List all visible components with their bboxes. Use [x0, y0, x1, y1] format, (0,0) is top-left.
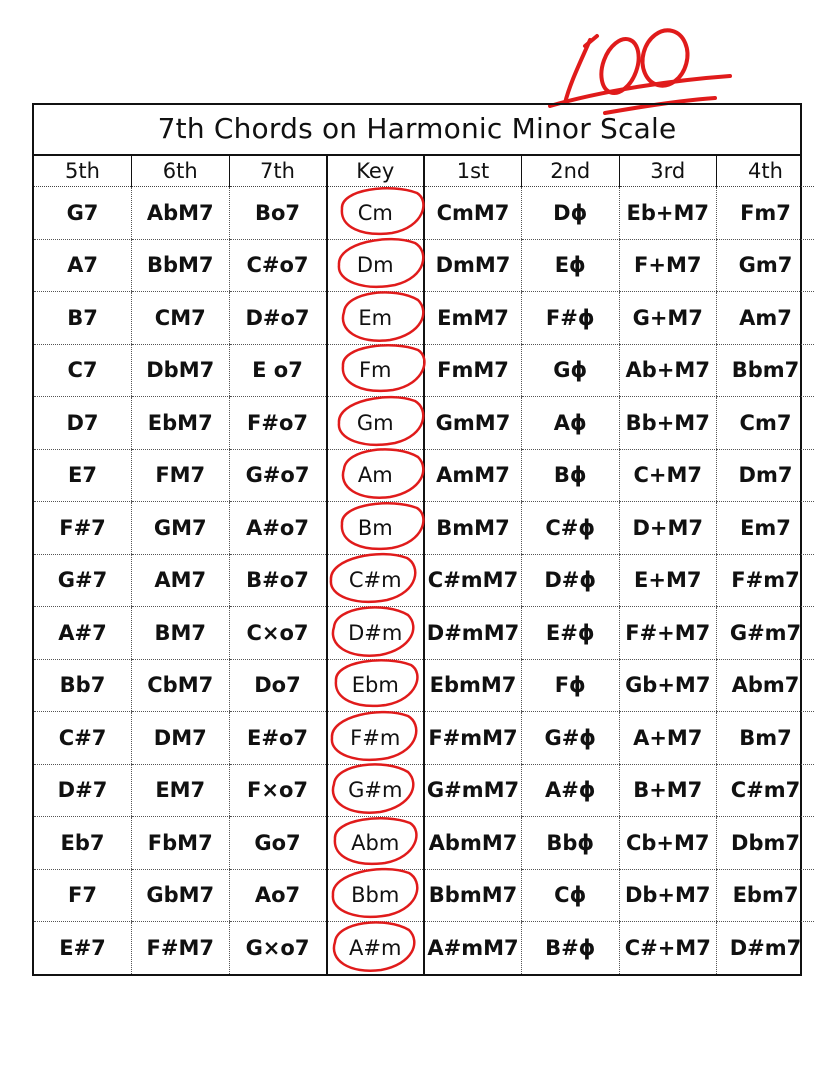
- key-cell: [327, 922, 425, 974]
- chord-table: [34, 156, 814, 974]
- circled-key: [349, 568, 402, 592]
- chord-cell-4th: G#m7: [717, 607, 815, 660]
- chord-cell-6th: CbM7: [132, 659, 230, 712]
- circled-key: [352, 673, 399, 697]
- key-cell: [327, 344, 425, 397]
- chord-cell-5th: E#7: [59, 935, 106, 960]
- chord-cell-2nd: B#ϕ: [522, 922, 620, 974]
- chord-cell-7th: G#o7: [229, 449, 327, 502]
- key-label: Ebm: [351, 673, 399, 698]
- key-cell: [327, 659, 425, 712]
- chord-cell-1st: AmM7: [424, 449, 522, 502]
- key-cell: [327, 869, 425, 922]
- chord-cell-7th: D#o7: [229, 292, 327, 345]
- chord-cell-3rd: Ab+M7: [619, 344, 717, 397]
- chord-cell-2nd: Gϕ: [522, 344, 620, 397]
- chord-cell-3rd: F#+M7: [619, 607, 717, 660]
- key-label: Cm: [357, 200, 393, 225]
- chord-cell-6th: EbM7: [132, 397, 230, 450]
- key-cell: [327, 449, 425, 502]
- chord-cell-5th: C#7: [34, 712, 132, 765]
- chord-cell-5th: F#7: [34, 502, 132, 555]
- table-row: [34, 187, 814, 240]
- circled-key: [358, 516, 393, 540]
- chord-cell-1st: BbmM7: [424, 869, 522, 922]
- chord-cell-2nd: Eϕ: [522, 239, 620, 292]
- circled-key: [358, 463, 393, 487]
- chord-cell-3rd: F+M7: [619, 239, 717, 292]
- key-cell: [327, 764, 425, 817]
- chord-cell-5th: Bb7: [34, 659, 132, 712]
- column-header-5th: 5th: [34, 156, 132, 187]
- chord-cell-3rd: Cb+M7: [619, 817, 717, 870]
- column-header-4th: 4th: [717, 156, 815, 187]
- chord-cell-6th: GM7: [132, 502, 230, 555]
- chord-cell-3rd: E+M7: [619, 554, 717, 607]
- chord-cell-1st: F#mM7: [424, 712, 522, 765]
- column-header-1st: 1st: [424, 156, 522, 187]
- column-header-3rd: 3rd: [619, 156, 717, 187]
- sheet-title: 7th Chords on Harmonic Minor Scale: [34, 105, 800, 156]
- circled-key: [351, 883, 399, 907]
- chord-cell-6th: DM7: [132, 712, 230, 765]
- chord-cell-2nd: Cϕ: [522, 869, 620, 922]
- chord-cell-2nd: A#ϕ: [522, 764, 620, 817]
- chord-cell-7th: G×o7: [229, 922, 327, 974]
- chord-cell-3rd: Db+M7: [619, 869, 717, 922]
- chord-cell-4th: Gm7: [717, 239, 815, 292]
- key-label: Dm: [356, 253, 394, 278]
- chord-cell-7th: F×o7: [229, 764, 327, 817]
- chord-cell-6th: EM7: [132, 764, 230, 817]
- chord-cell-4th: Cm7: [717, 397, 815, 450]
- chord-cell-4th: C#m7: [717, 764, 815, 817]
- chord-cell-4th: Dbm7: [717, 817, 815, 870]
- chord-cell-2nd: E#ϕ: [522, 607, 620, 660]
- key-label: Bbm: [351, 883, 400, 908]
- chord-cell-4th: Bm7: [717, 712, 815, 765]
- column-header-key: Key: [327, 156, 425, 187]
- key-label: Gm: [356, 410, 394, 435]
- key-label: Abm: [351, 830, 400, 855]
- chord-cell-1st: GmM7: [424, 397, 522, 450]
- chord-cell-6th: BM7: [132, 607, 230, 660]
- chord-cell-3rd: A+M7: [619, 712, 717, 765]
- table-row: [34, 344, 814, 397]
- table-body: [34, 187, 814, 974]
- chord-cell-2nd: Fϕ: [522, 659, 620, 712]
- chord-cell-5th: C7: [34, 344, 132, 397]
- key-label: A#m: [349, 935, 402, 960]
- key-label: Am: [357, 463, 393, 488]
- key-cell: [327, 554, 425, 607]
- table-row: [34, 292, 814, 345]
- circled-key: [350, 726, 400, 750]
- key-cell: [327, 397, 425, 450]
- key-cell: [327, 607, 425, 660]
- table-row: [34, 502, 814, 555]
- chord-cell-6th: AbM7: [132, 187, 230, 240]
- chord-cell-7th: B#o7: [229, 554, 327, 607]
- table-row: [34, 817, 814, 870]
- key-cell: [327, 187, 425, 240]
- chord-cell-2nd: Bϕ: [522, 449, 620, 502]
- chord-cell-7th: Go7: [229, 817, 327, 870]
- chord-cell-7th: Do7: [229, 659, 327, 712]
- chord-cell-1st: DmM7: [424, 239, 522, 292]
- key-cell: [327, 502, 425, 555]
- chord-cell-7th: E o7: [229, 344, 327, 397]
- chord-cell-7th: C×o7: [229, 607, 327, 660]
- circled-key: [351, 831, 399, 855]
- chord-cell-6th: CM7: [132, 292, 230, 345]
- chord-cell-3rd: B+M7: [619, 764, 717, 817]
- chord-cell-5th: Eb7: [34, 817, 132, 870]
- chord-cell-7th: A#o7: [229, 502, 327, 555]
- chord-cell-4th: D#m7: [717, 922, 815, 974]
- chord-cell-1st: FmM7: [424, 344, 522, 397]
- table-row: [34, 239, 814, 292]
- key-cell: [327, 712, 425, 765]
- chord-cell-2nd: G#ϕ: [522, 712, 620, 765]
- chord-cell-7th: Ao7: [229, 869, 327, 922]
- key-label: Fm: [358, 358, 392, 383]
- circled-key: [357, 253, 394, 277]
- key-label: Bm: [357, 515, 393, 540]
- chord-cell-7th: Bo7: [229, 187, 327, 240]
- chord-cell-2nd: C#ϕ: [522, 502, 620, 555]
- circled-key: [357, 411, 394, 435]
- chord-cell-6th: DbM7: [132, 344, 230, 397]
- chord-cell-6th: GbM7: [132, 869, 230, 922]
- chord-cell-3rd: D+M7: [619, 502, 717, 555]
- table-row: [34, 554, 814, 607]
- table-row: [34, 922, 814, 974]
- chord-cell-3rd: C#+M7: [619, 922, 717, 974]
- key-label: D#m: [348, 620, 403, 645]
- table-row: [34, 607, 814, 660]
- key-label: G#m: [348, 778, 403, 803]
- chord-cell-7th: F#o7: [229, 397, 327, 450]
- chord-cell-4th: Abm7: [717, 659, 815, 712]
- chord-cell-2nd: F#ϕ: [522, 292, 620, 345]
- chord-cell-1st: A#mM7: [424, 922, 522, 974]
- key-cell: [327, 817, 425, 870]
- chord-cell-1st: C#mM7: [424, 554, 522, 607]
- chord-cell-1st: G#mM7: [424, 764, 522, 817]
- circled-key: [348, 778, 402, 802]
- chord-cell-3rd: C+M7: [619, 449, 717, 502]
- column-header-6th: 6th: [132, 156, 230, 187]
- chord-cell-6th: FbM7: [132, 817, 230, 870]
- chord-cell-3rd: G+M7: [619, 292, 717, 345]
- chord-cell-4th: Bbm7: [717, 344, 815, 397]
- chord-cell-4th: Em7: [717, 502, 815, 555]
- circled-key: [358, 306, 392, 330]
- table-row: [34, 659, 814, 712]
- chord-cell-3rd: Gb+M7: [619, 659, 717, 712]
- chord-cell-4th: Dm7: [717, 449, 815, 502]
- chord-cell-2nd: Bbϕ: [522, 817, 620, 870]
- table-row: [34, 869, 814, 922]
- chord-cell-5th: B7: [34, 292, 132, 345]
- chord-cell-5th: A7: [34, 239, 132, 292]
- column-header-2nd: 2nd: [522, 156, 620, 187]
- key-label: Em: [358, 305, 393, 330]
- chord-cell-6th: AM7: [132, 554, 230, 607]
- chord-cell-5th: E7: [34, 449, 132, 502]
- chord-cell-5th: G7: [34, 187, 132, 240]
- circled-key: [358, 201, 393, 225]
- column-header-7th: 7th: [229, 156, 327, 187]
- key-label: F#m: [350, 725, 401, 750]
- chord-cell-2nd: Aϕ: [522, 397, 620, 450]
- chord-cell-6th: FM7: [132, 449, 230, 502]
- chord-cell-4th: Ebm7: [717, 869, 815, 922]
- chord-cell-1st: EmM7: [424, 292, 522, 345]
- chord-cell-7th: E#o7: [229, 712, 327, 765]
- chord-cell-4th: Am7: [717, 292, 815, 345]
- chord-cell-5th: G#7: [34, 554, 132, 607]
- circled-key: [359, 358, 392, 382]
- chord-cell-1st: D#mM7: [424, 607, 522, 660]
- key-cell: [327, 292, 425, 345]
- chord-cell-3rd: Bb+M7: [619, 397, 717, 450]
- circled-key: [349, 936, 401, 960]
- key-cell: [327, 239, 425, 292]
- table-row: [34, 764, 814, 817]
- chord-cell-1st: AbmM7: [424, 817, 522, 870]
- chord-cell-1st: CmM7: [424, 187, 522, 240]
- circled-key: [348, 621, 402, 645]
- header-row: [34, 156, 814, 187]
- chord-cell-5th: F7: [34, 869, 132, 922]
- chord-cell-7th: C#o7: [229, 239, 327, 292]
- table-row: [34, 449, 814, 502]
- chord-cell-5th: D#7: [34, 764, 132, 817]
- chord-cell-1st: EbmM7: [424, 659, 522, 712]
- key-label: C#m: [348, 568, 402, 593]
- chord-cell-4th: F#m7: [717, 554, 815, 607]
- chord-cell-3rd: Eb+M7: [619, 187, 717, 240]
- chord-cell-1st: BmM7: [424, 502, 522, 555]
- chord-cell-5th: D7: [34, 397, 132, 450]
- chord-cell-6th: BbM7: [132, 239, 230, 292]
- chord-cell-4th: Fm7: [717, 187, 815, 240]
- chord-cell-2nd: D#ϕ: [522, 554, 620, 607]
- chord-cell-2nd: Dϕ: [522, 187, 620, 240]
- chord-cell-5th: A#7: [34, 607, 132, 660]
- chord-cell-6th: F#M7: [132, 922, 230, 974]
- table-row: [34, 397, 814, 450]
- table-row: [34, 712, 814, 765]
- chord-sheet: [32, 103, 802, 976]
